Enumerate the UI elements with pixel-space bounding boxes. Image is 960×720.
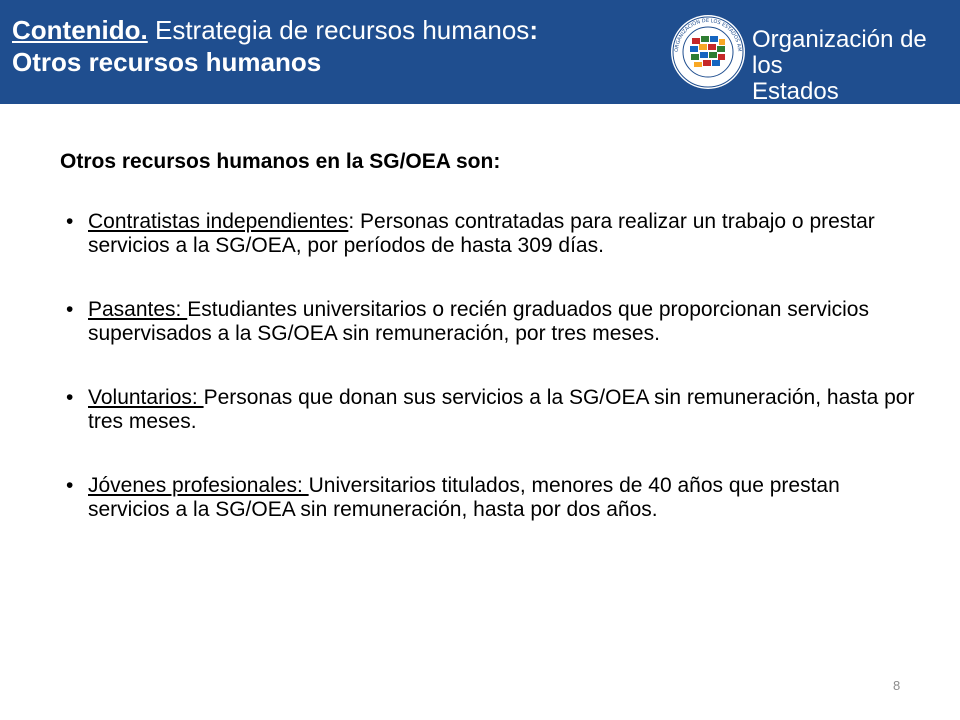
list-item bbox=[60, 386, 920, 434]
intro-heading: Otros recursos humanos en la SG/OEA son: bbox=[60, 150, 501, 173]
list-item bbox=[60, 298, 920, 346]
org-name-line2: Estados Americanos bbox=[752, 78, 879, 131]
bullet-icon: • bbox=[66, 386, 74, 409]
item-text: Universitarios titulados, menores de 40 años que prestan servicios a la SG/OEA sin remuneración, hasta por dos años. bbox=[88, 474, 840, 521]
page-number: 8 bbox=[893, 678, 901, 693]
bullet-list bbox=[60, 210, 920, 522]
organization-name bbox=[752, 27, 960, 131]
title-subtitle: Otros recursos humanos bbox=[12, 47, 322, 77]
bullet-icon: • bbox=[66, 210, 74, 233]
list-item bbox=[60, 210, 920, 258]
bullet-icon: • bbox=[66, 298, 74, 321]
item-term: Pasantes: bbox=[88, 298, 188, 321]
item-text: : Personas contratadas para realizar un trabajo o prestar servicios a la SG/OEA, por períodos de hasta 309 días. bbox=[88, 210, 875, 257]
slide-title bbox=[12, 14, 652, 78]
bullet-icon: • bbox=[66, 474, 74, 497]
list-item bbox=[60, 474, 920, 522]
title-strategy: Estrategia de recursos humanos bbox=[147, 15, 530, 45]
slide-body bbox=[60, 150, 920, 562]
title-contenido: Contenido. bbox=[12, 15, 148, 45]
seal-lettering: ORGANIZACION DE LOS ESTADOS AM bbox=[673, 17, 743, 53]
org-name-line1: Organización de los bbox=[752, 26, 927, 79]
item-term: Jóvenes profesionales: bbox=[88, 474, 309, 497]
oas-seal-logo bbox=[670, 14, 746, 90]
item-term: Contratistas independientes bbox=[88, 210, 349, 233]
item-text: Estudiantes universitarios o recién graduados que proporcionan servicios supervisados a la SG/OEA sin remuneración, por tres meses. bbox=[88, 298, 869, 345]
title-colon: : bbox=[529, 15, 538, 45]
header-bar bbox=[0, 0, 960, 131]
item-text: Personas que donan sus servicios a la SG/OEA sin remuneración, hasta por tres meses. bbox=[88, 386, 915, 433]
item-term: Voluntarios: bbox=[88, 386, 204, 409]
